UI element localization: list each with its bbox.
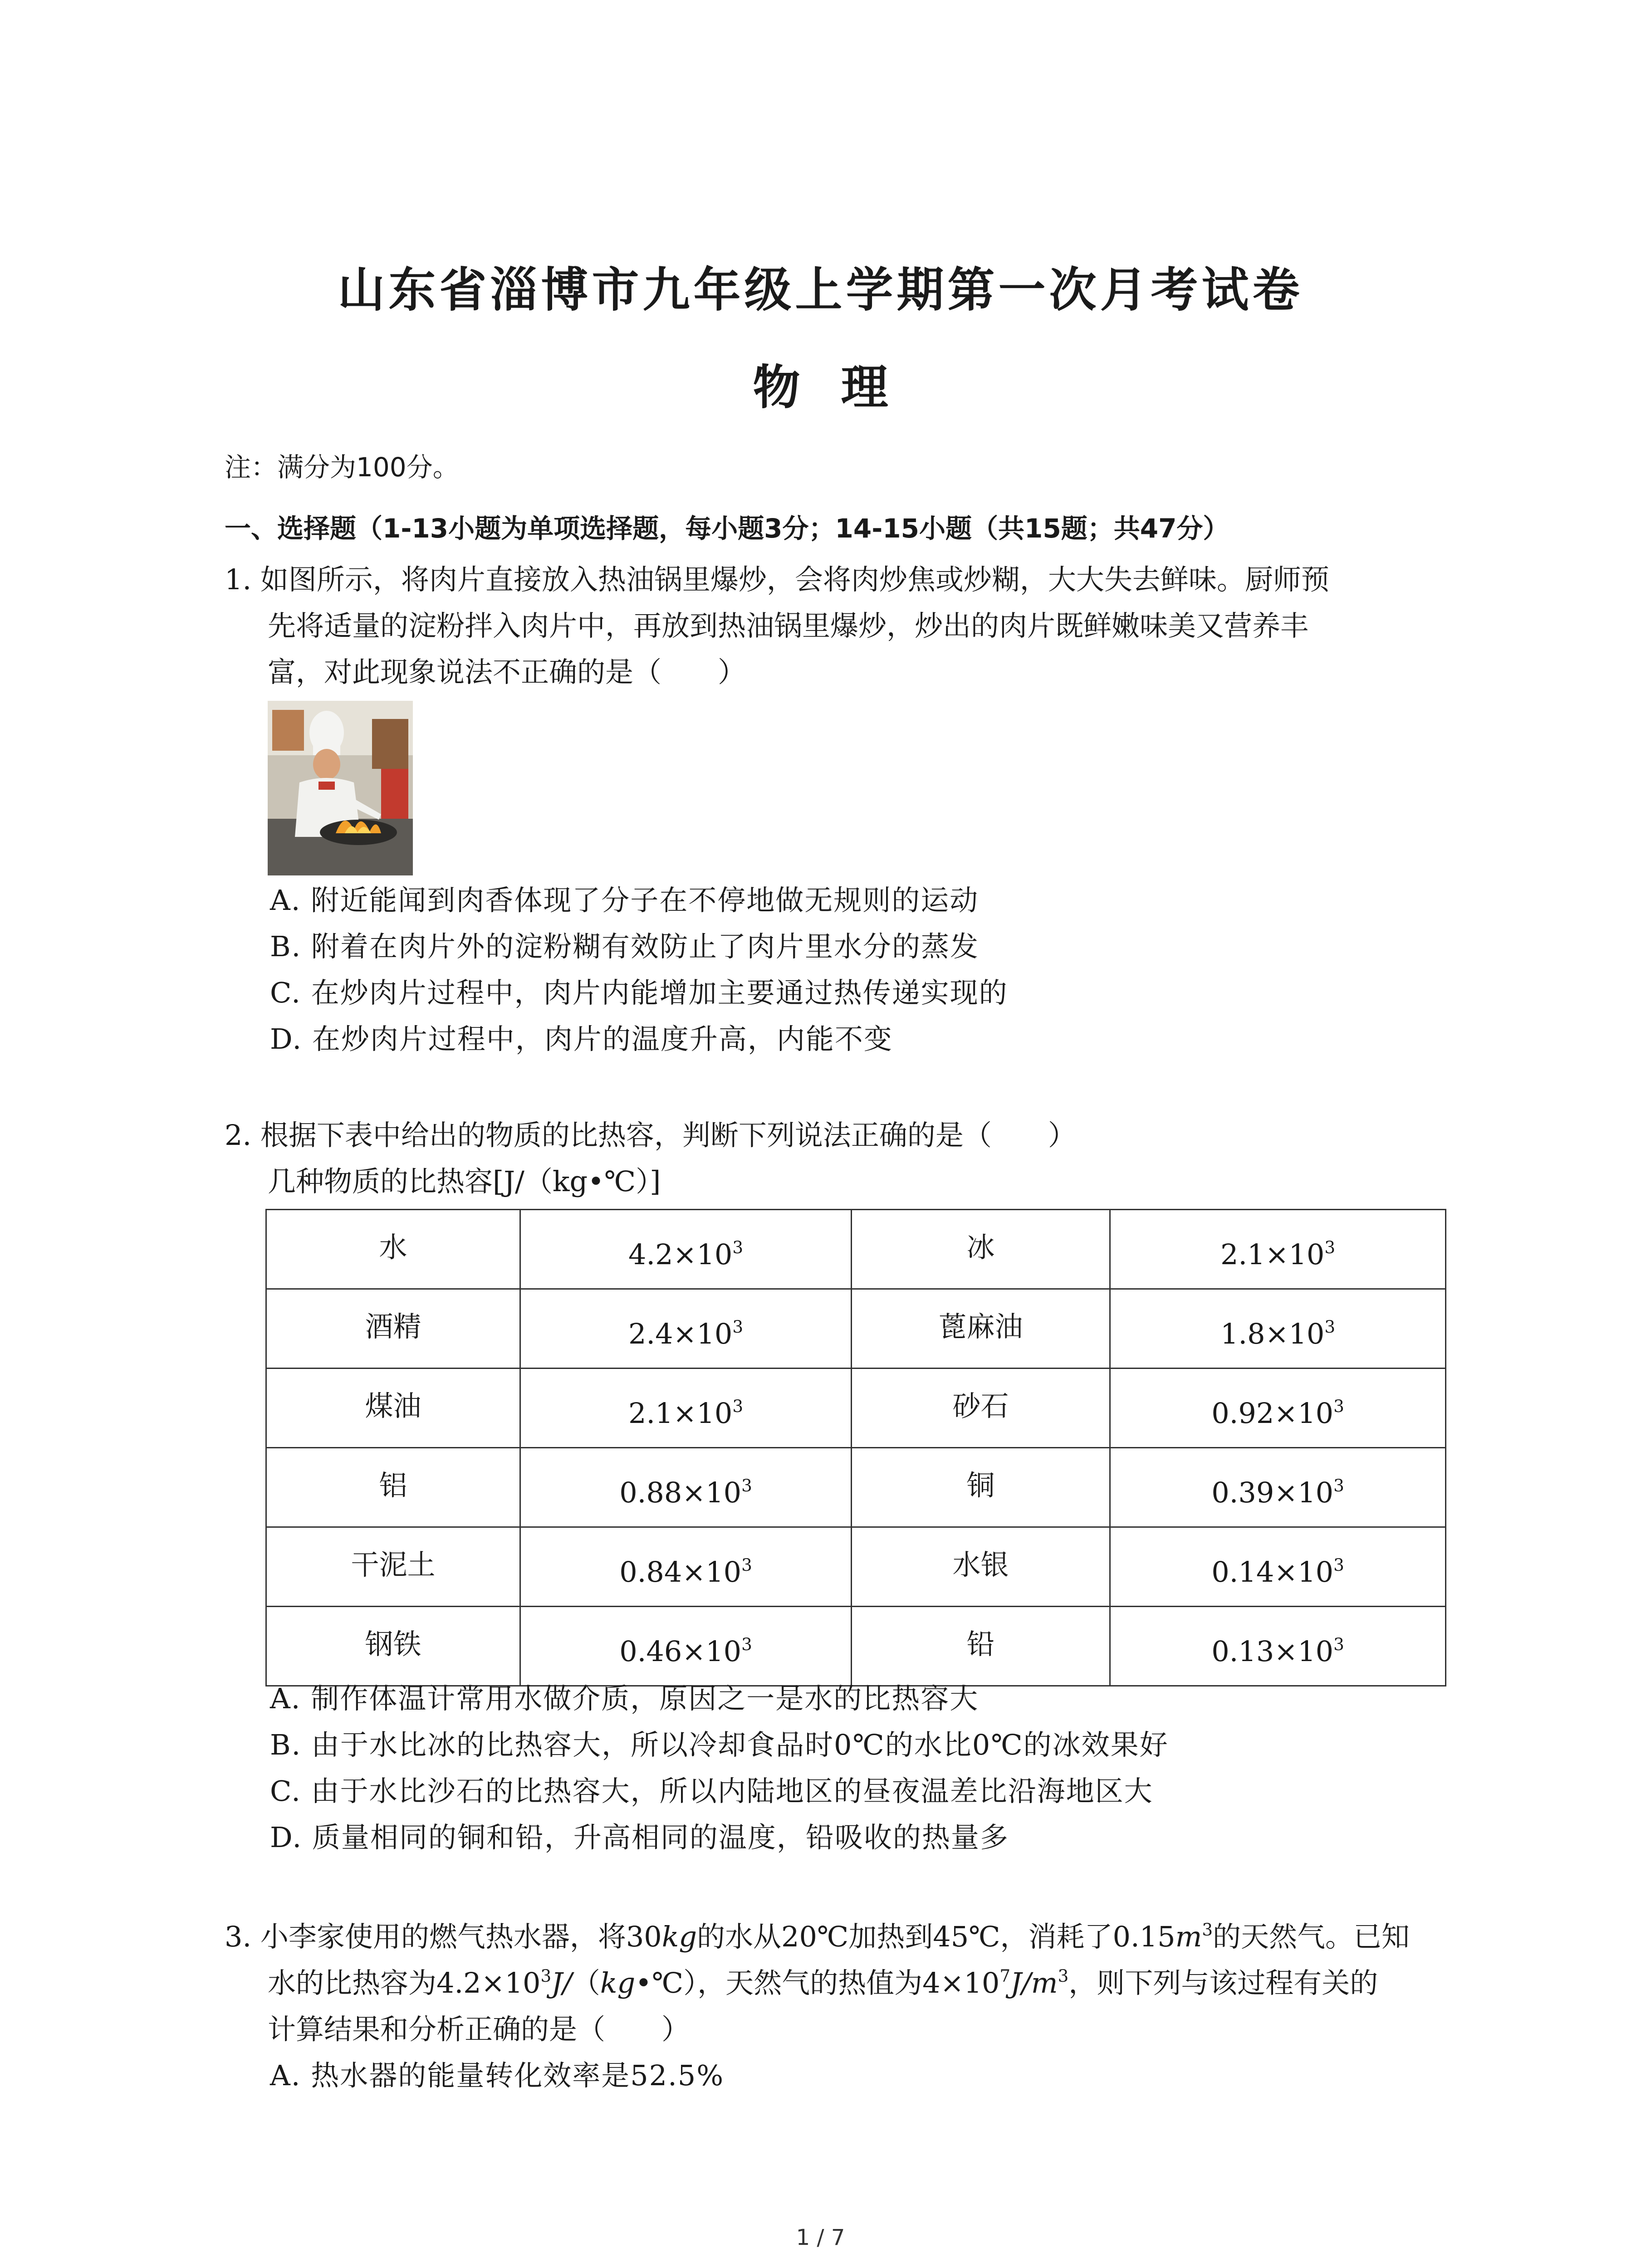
coefficient: 0.13×10	[1211, 1634, 1334, 1668]
substance-name-cell: 铜	[852, 1448, 1110, 1527]
table-row	[266, 1527, 1446, 1607]
subject-title: 物理	[753, 360, 929, 415]
substance-name-cell: 酒精	[266, 1289, 520, 1369]
q3-stem-line1: 3. 小李家使用的燃气热水器，将30kg的水从20℃加热到45℃，消耗了$0.15m^3$的天然气。已知	[225, 1919, 1410, 1953]
coefficient: 2.1×10	[1220, 1237, 1325, 1271]
substance-name-cell: 水	[266, 1210, 520, 1289]
specific-heat-value-cell	[520, 1527, 852, 1607]
substance-name-cell: 煤油	[266, 1369, 520, 1448]
coefficient: 0.92×10	[1211, 1396, 1334, 1430]
q2-option-b: B. 由于水比冰的比热容大，所以冷却食品时0℃的水比0℃的冰效果好	[270, 1728, 1169, 1761]
exponent: 3	[1333, 1634, 1344, 1654]
q2-stem: 2. 根据下表中给出的物质的比热容，判断下列说法正确的是（ ）	[225, 1119, 1076, 1152]
exponent: 3	[741, 1554, 752, 1575]
q2-option-d: D. 质量相同的铜和铅，升高相同的温度，铅吸收的热量多	[270, 1821, 1009, 1854]
exam-title: 山东省淄博市九年级上学期第一次月考试卷	[338, 262, 1303, 318]
table-row	[266, 1289, 1446, 1369]
substance-name-cell: 钢铁	[266, 1607, 520, 1686]
exponent: 3	[1324, 1316, 1336, 1337]
coefficient: 2.1×10	[628, 1396, 733, 1430]
specific-heat-value-cell	[1110, 1369, 1446, 1448]
coefficient: 1.8×10	[1220, 1317, 1325, 1350]
coefficient: 0.46×10	[619, 1634, 742, 1668]
coefficient: 0.14×10	[1211, 1555, 1334, 1589]
table-row	[266, 1369, 1446, 1448]
section-heading: 一、选择题（1-13小题为单项选择题，每小题3分；14-15小题（共15题；共47分）	[225, 513, 1230, 544]
table-row	[266, 1448, 1446, 1527]
table-row	[266, 1607, 1446, 1686]
chef-cooking-photo	[268, 701, 413, 875]
q2-table-caption: 几种物质的比热容[J/（kg•℃）]	[268, 1165, 661, 1198]
specific-heat-value-cell	[520, 1289, 852, 1369]
exponent: 3	[741, 1475, 752, 1496]
specific-heat-value-cell	[1110, 1210, 1446, 1289]
substance-name-cell: 蓖麻油	[852, 1289, 1110, 1369]
specific-heat-value-cell	[1110, 1448, 1446, 1527]
q1-stem-line2: 先将适量的淀粉拌入肉片中，再放到热油锅里爆炒，炒出的肉片既鲜嫩味美又营养丰	[268, 609, 1309, 642]
specific-heat-value-cell	[1110, 1527, 1446, 1607]
score-note: 注：满分为100分。	[225, 452, 459, 483]
specific-heat-value-cell	[520, 1448, 852, 1527]
specific-heat-value-cell	[520, 1210, 852, 1289]
q3-stem-line3: 计算结果和分析正确的是（ ）	[268, 2013, 690, 2046]
exponent: 3	[1333, 1554, 1344, 1575]
coefficient: 4.2×10	[628, 1237, 733, 1271]
q1-option-c: C. 在炒肉片过程中，肉片内能增加主要通过热传递实现的	[270, 976, 1008, 1009]
q2-option-c: C. 由于水比沙石的比热容大，所以内陆地区的昼夜温差比沿海地区大	[270, 1774, 1153, 1808]
q1-stem-line1: 1. 如图所示，将肉片直接放入热油锅里爆炒，会将肉炒焦或炒糊，大大失去鲜味。厨师预	[225, 563, 1329, 596]
page-number: 1 / 7	[796, 2225, 845, 2250]
coefficient: 0.84×10	[619, 1555, 742, 1589]
specific-heat-value-cell	[1110, 1607, 1446, 1686]
exponent: 3	[732, 1316, 744, 1337]
table-row	[266, 1210, 1446, 1289]
exponent: 3	[1324, 1237, 1336, 1257]
exponent: 3	[732, 1396, 744, 1416]
specific-heat-value-cell	[1110, 1289, 1446, 1369]
substance-name-cell: 砂石	[852, 1369, 1110, 1448]
q1-option-b: B. 附着在肉片外的淀粉糊有效防止了肉片里水分的蒸发	[270, 930, 979, 963]
q3-option-a: A. 热水器的能量转化效率是52.5%	[270, 2059, 725, 2092]
specific-heat-value-cell	[520, 1369, 852, 1448]
substance-name-cell: 铝	[266, 1448, 520, 1527]
specific-heat-value-cell	[520, 1607, 852, 1686]
q2-option-a: A. 制作体温计常用水做介质，原因之一是水的比热容大	[270, 1682, 979, 1715]
exponent: 3	[1333, 1396, 1344, 1416]
exponent: 3	[732, 1237, 744, 1257]
coefficient: 0.39×10	[1211, 1476, 1334, 1509]
exponent: 3	[741, 1634, 752, 1654]
substance-name-cell: 冰	[852, 1210, 1110, 1289]
q1-stem-line3: 富，对此现象说法不正确的是（ ）	[268, 655, 746, 689]
substance-name-cell: 干泥土	[266, 1527, 520, 1607]
q1-option-a: A. 附近能闻到肉香体现了分子在不停地做无规则的运动	[270, 884, 979, 917]
exponent: 3	[1333, 1475, 1344, 1496]
q1-option-d: D. 在炒肉片过程中，肉片的温度升高，内能不变	[270, 1022, 893, 1056]
substance-name-cell: 水银	[852, 1527, 1110, 1607]
specific-heat-table	[265, 1209, 1446, 1686]
substance-name-cell: 铅	[852, 1607, 1110, 1686]
q3-stem-line2: 水的比热容为$4.2\times 10^3J/(kg•℃)$，天然气的热值为$4\times 10^7J/m^3$，则下列与该过程有关的	[268, 1965, 1378, 1999]
coefficient: 0.88×10	[619, 1476, 742, 1509]
coefficient: 2.4×10	[628, 1317, 733, 1350]
